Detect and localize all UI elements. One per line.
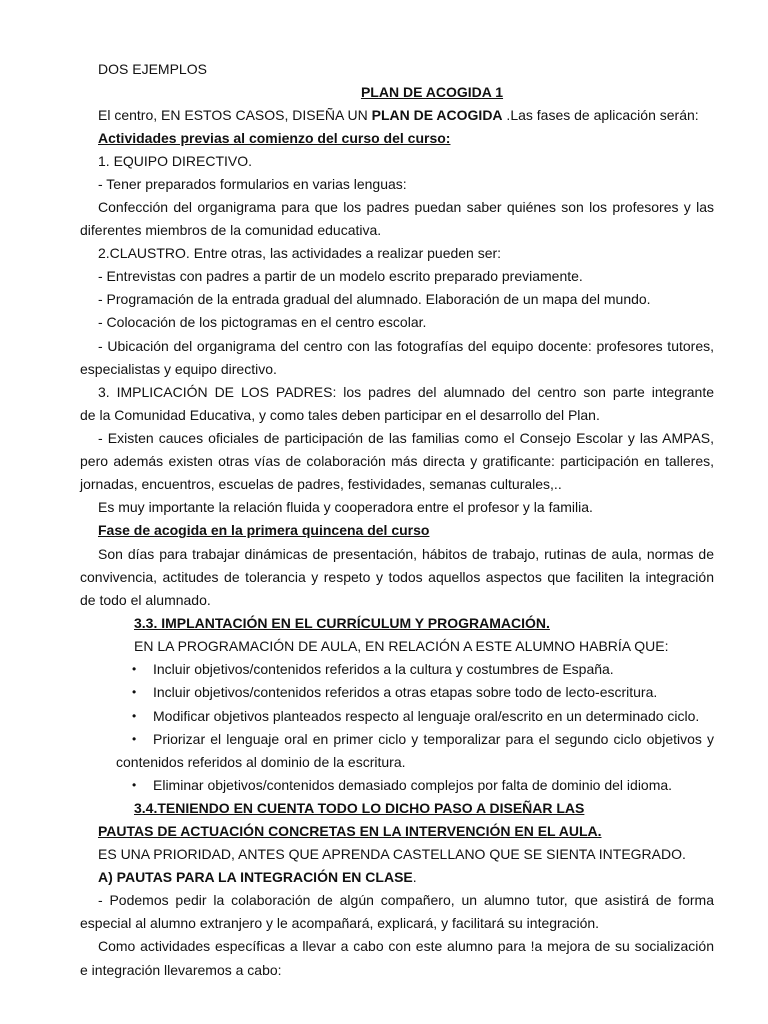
section-3-4-heading-line1: 3.4.TENIENDO EN CUENTA TODO LO DICHO PASO A DISEÑAR LAS xyxy=(134,800,585,816)
item2-line2: - Programación de la entrada gradual del alumnado. Elaboración de un mapa del mundo. xyxy=(98,291,651,307)
item3-paragraph3: Es muy importante la relación fluida y cooperadora entre el profesor y la familia. xyxy=(98,499,593,515)
bullet-item-4-line1: Priorizar el lenguaje oral en primer ciclo y temporalizar para el segundo ciclo objetivos y xyxy=(153,731,714,747)
fase-paragraph-line2: convivencia, actitudes de tolerancia y respeto y todos aquellos aspectos que faciliten la integración xyxy=(80,569,714,585)
section-3-3-subheading: EN LA PROGRAMACIÓN DE AULA, EN RELACIÓN A ESTE ALUMNO HABRÍA QUE: xyxy=(134,638,669,654)
intro-text-end: .Las fases de aplicación serán: xyxy=(502,107,699,123)
item2-line4a: - Ubicación del organigrama del centro con las fotografías del equipo docente: profesores tutores, xyxy=(98,338,714,354)
pautas-heading-period: . xyxy=(412,869,417,885)
item3-paragraph1-line1: 3. IMPLICACIÓN DE LOS PADRES: los padres del alumnado del centro son parte integrante xyxy=(98,384,714,400)
item3-paragraph2-line2: pero además existen otras vías de colaboración más directa y gratificante: participación en talleres, xyxy=(80,453,714,469)
item2-line1: - Entrevistas con padres a partir de un modelo escrito preparado previamente. xyxy=(98,268,583,284)
bullet-item-3: Modificar objetivos planteados respecto al lenguaje oral/escrito en un determinado ciclo. xyxy=(153,708,700,724)
pautas-heading-text: A) PAUTAS PARA LA INTEGRACIÓN EN CLASE xyxy=(98,869,413,885)
fase-paragraph-line1: Son días para trabajar dinámicas de presentación, hábitos de trabajo, rutinas de aula, normas de xyxy=(98,546,714,562)
item1-paragraph-line1: Confección del organigrama para que los padres puedan saber quiénes son los profesores y las xyxy=(98,199,714,215)
intro-bold-text: PLAN DE ACOGIDA xyxy=(371,107,503,123)
item3-paragraph1-line2: de la Comunidad Educativa, y como tales deben participar en el desarrollo del Plan. xyxy=(80,407,600,423)
bullet-icon: • xyxy=(132,685,137,699)
pautas-heading xyxy=(98,868,417,886)
bullet-icon: • xyxy=(132,778,137,792)
item2-line4b: especialistas y equipo directivo. xyxy=(80,361,277,377)
priority-statement: ES UNA PRIORIDAD, ANTES QUE APRENDA CASTELLANO QUE SE SIENTA INTEGRADO. xyxy=(98,846,686,862)
fase-heading: Fase de acogida en la primera quincena del curso xyxy=(98,522,430,538)
bullet-item-5: Eliminar objetivos/contenidos demasiado complejos por falta de dominio del idioma. xyxy=(153,777,673,793)
section-heading-previas: Actividades previas al comienzo del curso del curso: xyxy=(98,130,451,146)
pautas-paragraph1-line2: especial al alumno extranjero y le acompañará, explicará, y facilitará su integración. xyxy=(80,915,600,931)
item2-heading: 2.CLAUSTRO. Entre otras, las actividades a realizar pueden ser: xyxy=(98,245,502,261)
header-label: DOS EJEMPLOS xyxy=(98,61,207,77)
bullet-item-1: Incluir objetivos/contenidos referidos a la cultura y costumbres de España. xyxy=(153,661,614,677)
section-3-4-heading-line2: PAUTAS DE ACTUACIÓN CONCRETAS EN LA INTERVENCIÓN EN EL AULA. xyxy=(98,823,602,839)
item1-paragraph-line2: diferentes miembros de la comunidad educativa. xyxy=(80,222,382,238)
bullet-item-2: Incluir objetivos/contenidos referidos a otras etapas sobre todo de lecto-escritura. xyxy=(153,684,658,700)
section-3-3-heading: 3.3. IMPLANTACIÓN EN EL CURRÍCULUM Y PROGRAMACIÓN. xyxy=(134,615,550,631)
pautas-paragraph2-line1: Como actividades específicas a llevar a cabo con este alumno para !a mejora de su socialización xyxy=(98,938,714,954)
item3-paragraph2-line3: jornadas, encuentros, escuelas de padres, festividades, semanas culturales,.. xyxy=(80,476,562,492)
item1-line: - Tener preparados formularios en varias lenguas: xyxy=(98,176,407,192)
bullet-icon: • xyxy=(132,662,137,676)
document-title: PLAN DE ACOGIDA 1 xyxy=(360,84,504,100)
item1-heading: 1. EQUIPO DIRECTIVO. xyxy=(98,153,253,169)
intro-paragraph xyxy=(98,106,699,124)
item3-paragraph2-line1: - Existen cauces oficiales de participación de las familias como el Consejo Escolar y las AMPAS, xyxy=(98,430,714,446)
bullet-icon: • xyxy=(132,732,137,746)
bullet-item-4-line2: contenidos referidos al dominio de la escritura. xyxy=(116,754,406,770)
item2-line3: - Colocación de los pictogramas en el centro escolar. xyxy=(98,314,427,330)
fase-paragraph-line3: de todo el alumnado. xyxy=(80,592,211,608)
bullet-icon: • xyxy=(132,709,137,723)
intro-text-start: El centro, EN ESTOS CASOS, DISEÑA UN xyxy=(98,107,372,123)
pautas-paragraph1-line1: - Podemos pedir la colaboración de algún compañero, un alumno tutor, que asistirá de forma xyxy=(98,892,714,908)
pautas-paragraph2-line2: e integración llevaremos a cabo: xyxy=(80,962,282,978)
